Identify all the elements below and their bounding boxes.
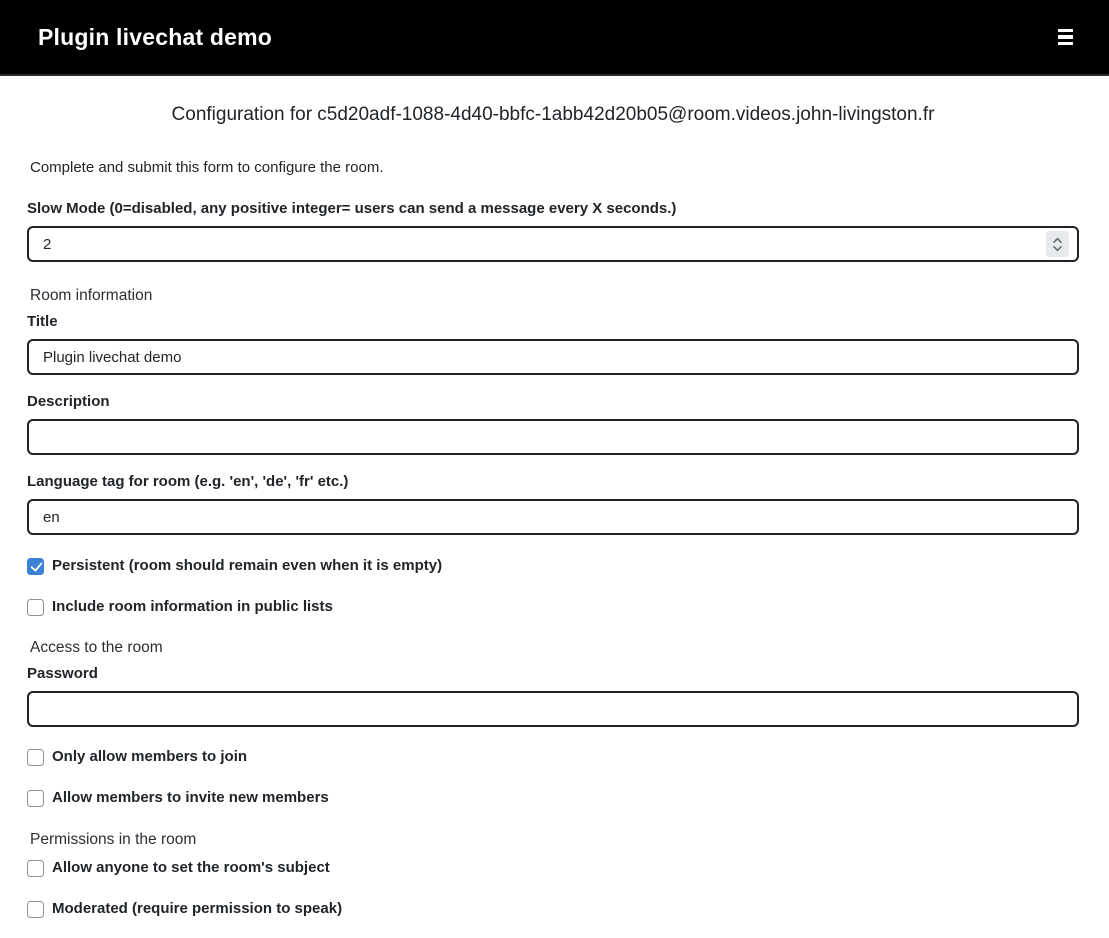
persistent-checkbox[interactable] — [27, 558, 44, 575]
slow-mode-number-wrap — [27, 226, 1079, 262]
moderated-checkbox-row[interactable] — [27, 899, 1079, 919]
title-input[interactable] — [27, 339, 1079, 375]
field-language — [27, 472, 1079, 535]
hamburger-icon — [1058, 29, 1073, 45]
chevron-up-down-icon — [1051, 236, 1064, 253]
language-input[interactable] — [27, 499, 1079, 535]
members-only-checkbox[interactable] — [27, 749, 44, 766]
configuration-form — [0, 76, 1109, 919]
slow-mode-label: Slow Mode (0=disabled, any positive integer= users can send a message every X seconds.) — [27, 200, 677, 217]
section-room-information: Room information — [30, 287, 153, 304]
form-instructions: Complete and submit this form to configure the room. — [30, 159, 384, 176]
section-permissions: Permissions in the room — [30, 831, 197, 848]
page-title: Configuration for c5d20adf-1088-4d40-bbfc-1abb42d20b05@room.videos.john-livingston.fr — [171, 104, 935, 125]
public-list-checkbox-label: Include room information in public lists — [52, 598, 333, 615]
members-only-checkbox-label: Only allow members to join — [52, 748, 248, 765]
members-invite-checkbox-row[interactable] — [27, 788, 1079, 808]
public-list-checkbox[interactable] — [27, 599, 44, 616]
slow-mode-input[interactable] — [27, 226, 1079, 262]
change-subject-checkbox[interactable] — [27, 860, 44, 877]
change-subject-checkbox-row[interactable] — [27, 858, 1079, 878]
members-invite-checkbox-label: Allow members to invite new members — [52, 789, 329, 806]
app-title: Plugin livechat demo — [38, 23, 273, 50]
number-stepper[interactable] — [1046, 231, 1069, 257]
menu-button[interactable] — [1052, 23, 1079, 51]
moderated-checkbox[interactable] — [27, 901, 44, 918]
field-password — [27, 664, 1079, 727]
password-label: Password — [27, 665, 98, 682]
persistent-checkbox-row[interactable] — [27, 556, 1079, 576]
title-label: Title — [27, 313, 58, 330]
public-list-checkbox-row[interactable] — [27, 597, 1079, 617]
change-subject-checkbox-label: Allow anyone to set the room's subject — [52, 859, 330, 876]
password-input[interactable] — [27, 691, 1079, 727]
members-invite-checkbox[interactable] — [27, 790, 44, 807]
description-label: Description — [27, 393, 110, 410]
field-title — [27, 312, 1079, 375]
section-access: Access to the room — [30, 639, 163, 656]
members-only-checkbox-row[interactable] — [27, 747, 1079, 767]
description-input[interactable] — [27, 419, 1079, 455]
app-header — [0, 0, 1109, 76]
persistent-checkbox-label: Persistent (room should remain even when it is empty) — [52, 557, 443, 574]
field-slow-mode — [27, 199, 1079, 262]
field-description — [27, 392, 1079, 455]
moderated-checkbox-label: Moderated (require permission to speak) — [52, 900, 343, 917]
language-label: Language tag for room (e.g. 'en', 'de', 'fr' etc.) — [27, 473, 349, 490]
